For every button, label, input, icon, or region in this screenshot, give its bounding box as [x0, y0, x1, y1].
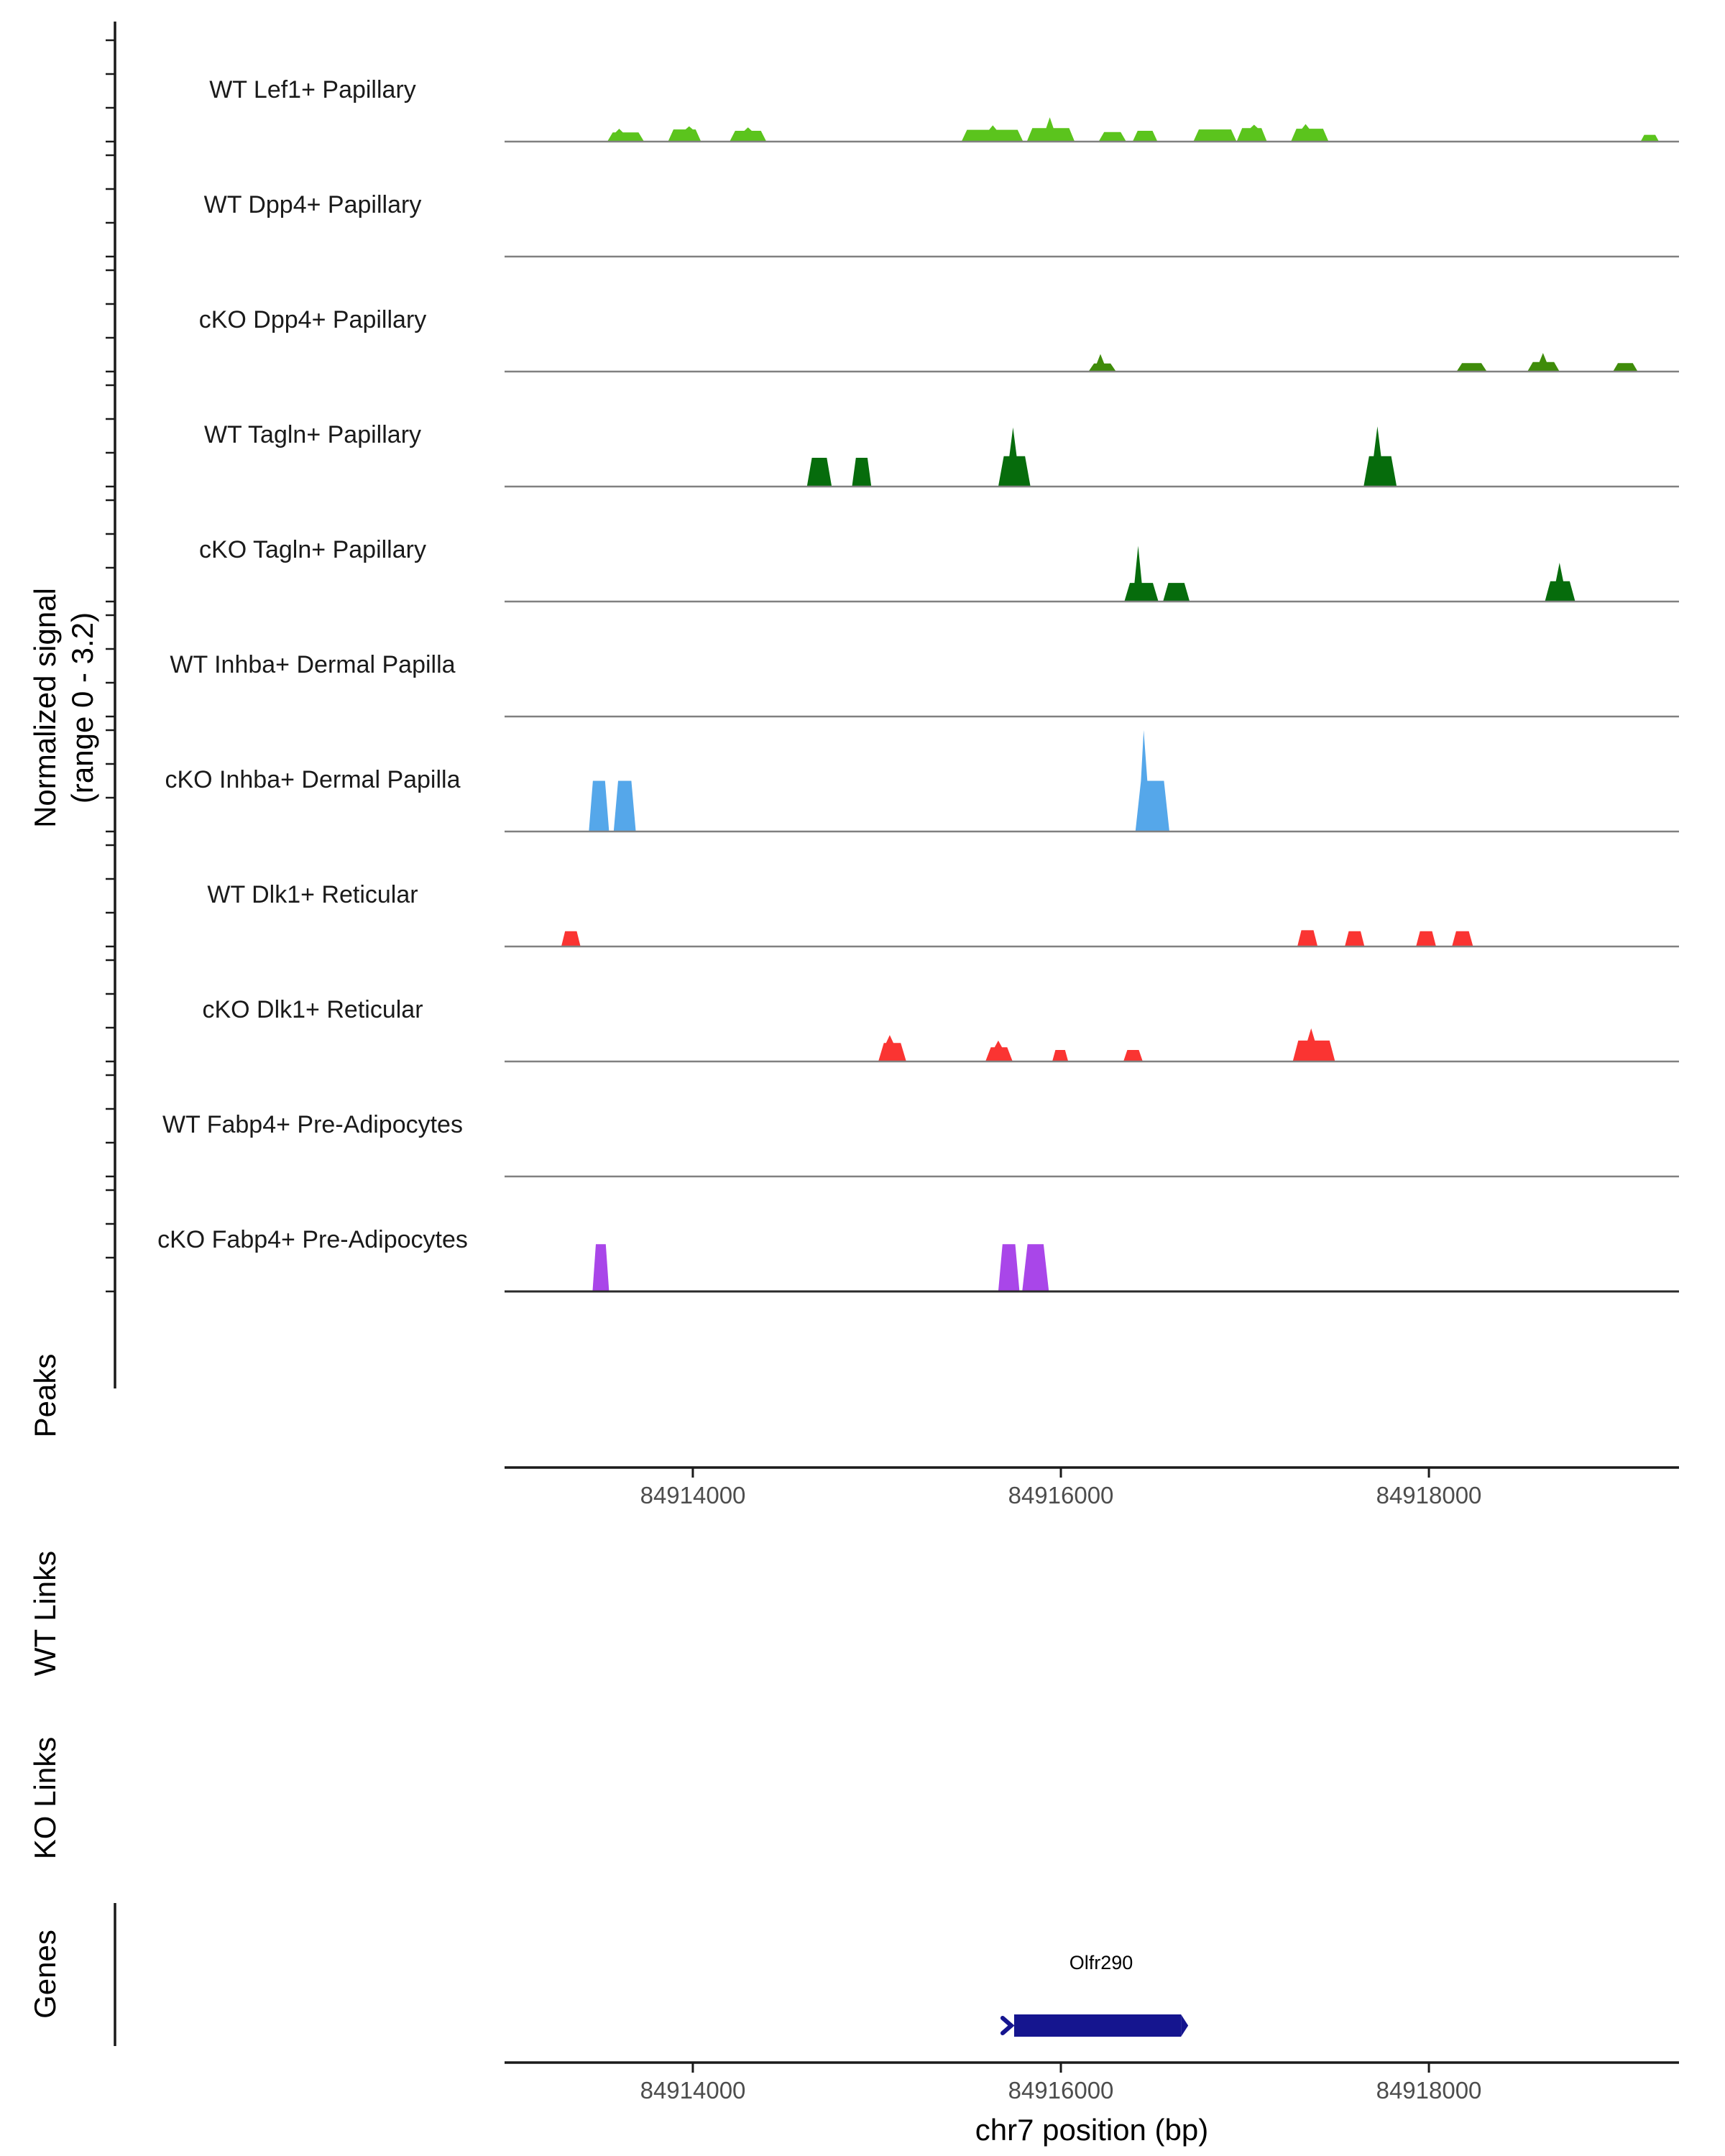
signal-peak	[1452, 931, 1473, 946]
section-label-ko-links: KO Links	[28, 1736, 62, 1860]
signal-peak	[1027, 117, 1075, 142]
gene-body-olfr290	[1014, 2014, 1181, 2037]
signal-peak	[1022, 1244, 1049, 1291]
signal-peak	[1088, 354, 1116, 372]
signal-peak	[985, 1041, 1013, 1061]
signal-peak	[1527, 353, 1560, 372]
track-label-wt-lef1: WT Lef1+ Papillary	[209, 76, 416, 103]
signal-peak	[1124, 546, 1158, 602]
signal-peak	[998, 1244, 1020, 1291]
signal-peak	[668, 126, 701, 142]
signal-peak	[607, 129, 644, 142]
signal-peak	[852, 458, 871, 487]
axis1-tick-84914000: 84914000	[640, 1482, 746, 1508]
signal-peak	[730, 127, 766, 142]
signal-peak	[807, 458, 832, 487]
axis1-tick-84918000: 84918000	[1376, 1482, 1482, 1508]
track-label-wt-fabp4: WT Fabp4+ Pre-Adipocytes	[162, 1111, 463, 1138]
signal-peak	[614, 781, 636, 832]
signal-peak	[1237, 125, 1267, 142]
axis-title-line2: (range 0 - 3.2)	[65, 612, 99, 804]
track-label-cko-tagln: cKO Tagln+ Papillary	[199, 536, 426, 563]
signal-peak	[1136, 730, 1169, 831]
gene-name-olfr290: Olfr290	[1069, 1952, 1133, 1973]
signal-peak	[962, 125, 1024, 142]
signal-peak	[1297, 930, 1317, 946]
axis2-tick-84914000: 84914000	[640, 2077, 746, 2104]
signal-peak	[1293, 1028, 1335, 1061]
signal-peak	[1545, 563, 1575, 602]
signal-peak	[1291, 124, 1329, 142]
signal-peak	[1416, 931, 1436, 946]
signal-peak	[1457, 363, 1487, 372]
track-label-wt-tagln: WT Tagln+ Papillary	[203, 421, 422, 448]
gene-arrow-tip	[1181, 2014, 1188, 2037]
signal-peak	[998, 428, 1031, 487]
signal-peak	[1345, 931, 1364, 946]
axis2-tick-84918000: 84918000	[1376, 2077, 1482, 2104]
track-label-wt-dpp4: WT Dpp4+ Papillary	[203, 191, 422, 218]
x-axis-title: chr7 position (bp)	[975, 2113, 1209, 2147]
signal-peak	[878, 1035, 906, 1061]
signal-peak	[561, 931, 581, 946]
axis-title-line1: Normalized signal	[28, 588, 62, 828]
axis1-tick-84916000: 84916000	[1008, 1482, 1114, 1508]
track-label-wt-dlk1: WT Dlk1+ Reticular	[207, 881, 418, 908]
track-label-cko-dpp4: cKO Dpp4+ Papillary	[198, 306, 427, 333]
signal-peak	[1123, 1050, 1143, 1061]
signal-peak	[1613, 363, 1638, 372]
signal-peak	[1052, 1050, 1068, 1061]
track-label-cko-inhba: cKO Inhba+ Dermal Papilla	[165, 766, 461, 793]
section-label-peaks: Peaks	[28, 1353, 62, 1438]
signal-peak	[592, 1244, 609, 1291]
section-label-wt-links: WT Links	[28, 1550, 62, 1677]
signal-peak	[1163, 583, 1190, 602]
axis2-tick-84916000: 84916000	[1008, 2077, 1114, 2104]
track-label-cko-dlk1: cKO Dlk1+ Reticular	[202, 996, 423, 1023]
signal-peak	[1099, 132, 1126, 142]
signal-peak	[589, 781, 609, 832]
track-label-cko-fabp4: cKO Fabp4+ Pre-Adipocytes	[157, 1226, 468, 1253]
track-label-wt-inhba: WT Inhba+ Dermal Papilla	[170, 651, 456, 678]
signal-peak	[1641, 135, 1660, 142]
signal-peak	[1193, 129, 1236, 142]
normalized-signal-axis-title	[27, 588, 101, 828]
signal-peak	[1133, 131, 1158, 142]
signal-peak	[1363, 426, 1397, 487]
section-label-genes: Genes	[28, 1930, 62, 2019]
gene-strand-chevron	[1003, 2018, 1011, 2033]
